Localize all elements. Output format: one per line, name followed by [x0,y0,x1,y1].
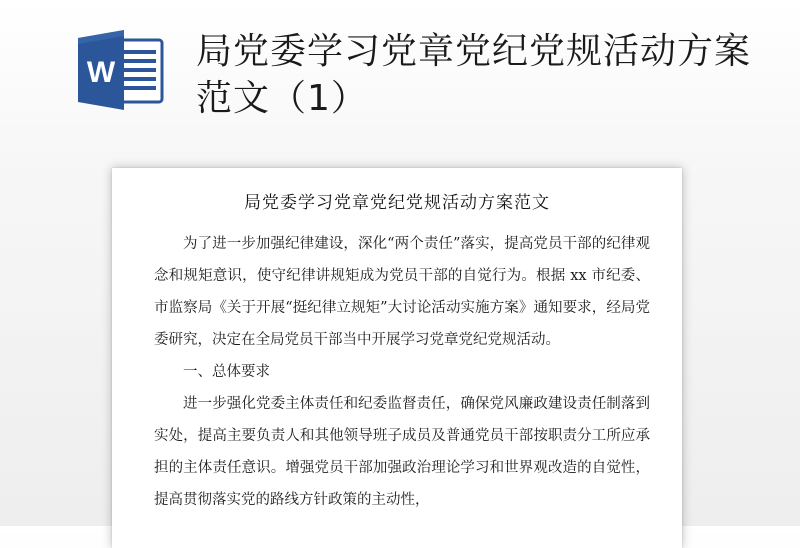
document-page [112,168,682,548]
paragraph-intro: 为了进一步加强纪律建设，深化“两个责任”落实，提高党员干部的纪律观念和规矩意识，使守纪律讲规矩成为党员干部的自觉行为。根据 xx 市纪委、市监察局《关于开展“挺纪律立规矩”大讨论活动实施方案》通知要求，经局党委研究，决定在全局党员干部当中开展学习党章党纪党规活动。 [154,236,650,348]
document-title: 局党委学习党章党纪党规活动方案范文 [244,193,550,213]
section-heading: 一、总体要求 [183,364,270,380]
document-body [154,228,650,516]
page-title: 局党委学习党章党纪党规活动方案范文（1） [196,31,752,119]
word-icon [76,30,166,110]
paragraph-body: 进一步强化党委主体责任和纪委监督责任，确保党风廉政建设责任制落到实处，提高主要负责人和其他领导班子成员及普通党员干部按职责分工所应承担的主体责任意识。增强党员干部加强政治理论学习和世界观改造的自觉性，提高贯彻落实党的路线方针政策的主动性， [154,396,650,508]
header [0,0,800,140]
word-icon-letter: W [86,56,116,89]
